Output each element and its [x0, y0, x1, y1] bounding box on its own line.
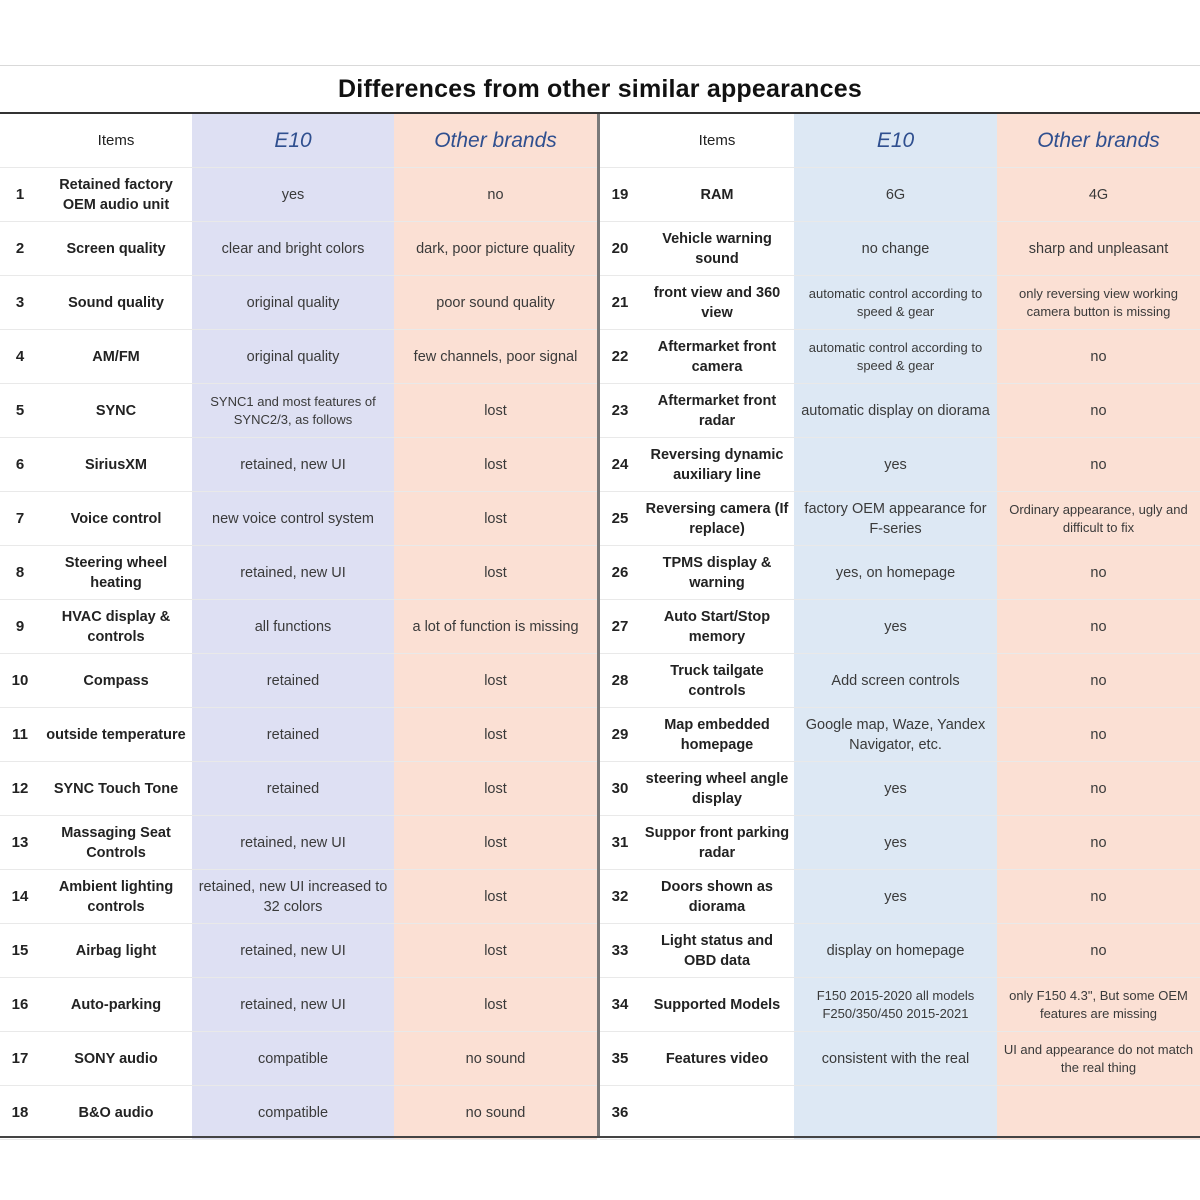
table-row	[0, 492, 597, 546]
row-item	[640, 1086, 794, 1139]
row-number: 30	[611, 779, 629, 797]
row-item: RAM	[700, 186, 734, 203]
row-item: Compass	[83, 672, 149, 689]
row-item: AM/FM	[92, 348, 140, 365]
row-number: 29	[611, 725, 629, 743]
row-e10-value: yes	[192, 168, 394, 221]
header-items: Items	[698, 131, 736, 149]
table-row	[600, 492, 1200, 546]
row-item: outside temperature	[46, 726, 186, 743]
table-row	[0, 600, 597, 654]
table-row	[0, 762, 597, 816]
row-e10-value: retained, new UI increased to 32 colors	[192, 870, 394, 923]
table-row	[600, 330, 1200, 384]
table-row	[600, 978, 1200, 1032]
row-e10-value: display on homepage	[794, 924, 997, 977]
row-e10-value: retained, new UI	[192, 924, 394, 977]
row-number: 10	[11, 671, 29, 689]
row-e10-value: yes	[794, 870, 997, 923]
header-items: Items	[97, 131, 135, 149]
row-e10-value: retained, new UI	[192, 546, 394, 599]
bottom-rule	[0, 1136, 1200, 1138]
row-number: 31	[611, 833, 629, 851]
row-item: Screen quality	[66, 240, 166, 257]
row-other-value: a lot of function is missing	[394, 600, 597, 653]
row-other-value: lost	[394, 438, 597, 491]
row-e10-value: original quality	[192, 330, 394, 383]
row-e10-value: retained, new UI	[192, 438, 394, 491]
row-other-value: no	[394, 168, 597, 221]
row-number: 19	[611, 185, 629, 203]
row-item: Light status and OBD data	[661, 932, 773, 969]
left-table-body	[0, 168, 597, 1140]
row-item: Truck tailgate controls	[670, 662, 764, 699]
row-other-value: no	[997, 762, 1200, 815]
table-row	[0, 978, 597, 1032]
row-other-value: only reversing view working camera button is missing	[997, 276, 1200, 329]
header-e10: E10	[192, 114, 394, 167]
row-item: Steering wheel heating	[64, 554, 168, 591]
table-row	[600, 168, 1200, 222]
row-item: Voice control	[70, 510, 162, 527]
table-header	[0, 114, 597, 168]
row-e10-value: retained	[192, 654, 394, 707]
row-item: SiriusXM	[84, 456, 148, 473]
row-e10-value: Add screen controls	[794, 654, 997, 707]
table-row	[0, 276, 597, 330]
table-row	[600, 654, 1200, 708]
row-e10-value: factory OEM appearance for F-series	[794, 492, 997, 545]
row-item: Aftermarket front radar	[657, 392, 777, 429]
table-row	[0, 654, 597, 708]
right-table	[600, 114, 1200, 1140]
row-number: 2	[15, 239, 25, 257]
table-row	[0, 330, 597, 384]
row-e10-value: SYNC1 and most features of SYNC2/3, as follows	[192, 384, 394, 437]
row-e10-value: retained, new UI	[192, 816, 394, 869]
row-number: 5	[15, 401, 25, 419]
row-other-value: lost	[394, 978, 597, 1031]
page-title: Differences from other similar appearances	[338, 75, 862, 103]
row-number: 11	[12, 725, 28, 743]
row-other-value: lost	[394, 384, 597, 437]
row-number: 15	[11, 941, 29, 959]
table-row	[600, 762, 1200, 816]
row-other-value: no	[997, 816, 1200, 869]
row-e10-value: yes	[794, 600, 997, 653]
row-number: 9	[15, 617, 25, 635]
row-item: Map embedded homepage	[664, 716, 770, 753]
row-e10-value: 6G	[794, 168, 997, 221]
row-number: 33	[611, 941, 629, 959]
row-e10-value: yes	[794, 816, 997, 869]
left-table	[0, 114, 597, 1140]
row-other-value: UI and appearance do not match the real thing	[997, 1032, 1200, 1085]
row-item: SYNC Touch Tone	[53, 780, 179, 797]
row-other-value: lost	[394, 654, 597, 707]
row-number: 8	[15, 563, 25, 581]
row-item: Auto-parking	[70, 996, 162, 1013]
row-other-value: no sound	[394, 1032, 597, 1085]
row-item: B&O audio	[78, 1104, 154, 1121]
row-e10-value: yes	[794, 438, 997, 491]
row-item: Reversing camera (If replace)	[645, 500, 789, 537]
row-item: TPMS display & warning	[662, 554, 772, 591]
row-item: steering wheel angle display	[645, 770, 789, 807]
row-item: Sound quality	[68, 294, 164, 311]
row-number: 21	[611, 293, 629, 311]
row-other-value: lost	[394, 546, 597, 599]
row-other-value: lost	[394, 870, 597, 923]
row-e10-value: automatic control according to speed & gear	[794, 330, 997, 383]
table-row	[0, 222, 597, 276]
row-e10-value: retained, new UI	[192, 978, 394, 1031]
row-e10-value: automatic control according to speed & gear	[794, 276, 997, 329]
row-e10-value: retained	[192, 762, 394, 815]
table-row	[600, 924, 1200, 978]
table-header	[600, 114, 1200, 168]
row-item: Features video	[665, 1050, 769, 1067]
header-num	[600, 114, 640, 167]
row-other-value: no	[997, 546, 1200, 599]
table-row	[600, 384, 1200, 438]
row-item: Suppor front parking radar	[644, 824, 790, 861]
table-row	[600, 546, 1200, 600]
row-e10-value: yes, on homepage	[794, 546, 997, 599]
row-number: 7	[15, 509, 25, 527]
row-number: 12	[11, 779, 29, 797]
row-number: 35	[611, 1049, 629, 1067]
row-other-value: 4G	[997, 168, 1200, 221]
row-number: 27	[611, 617, 629, 635]
header-other-brands: Other brands	[997, 114, 1200, 167]
table-row	[0, 384, 597, 438]
table-row	[0, 1032, 597, 1086]
row-e10-value: yes	[794, 762, 997, 815]
row-item: Auto Start/Stop memory	[663, 608, 771, 645]
table-row	[600, 276, 1200, 330]
table-row	[0, 870, 597, 924]
row-item: Airbag light	[75, 942, 157, 959]
row-other-value: no sound	[394, 1086, 597, 1139]
row-other-value: sharp and unpleasant	[997, 222, 1200, 275]
row-e10-value: new voice control system	[192, 492, 394, 545]
row-number: 14	[11, 887, 29, 905]
row-item: SYNC	[95, 402, 137, 419]
table-row	[0, 1086, 597, 1140]
row-item: Supported Models	[653, 996, 781, 1013]
row-number: 22	[611, 347, 629, 365]
table-row	[0, 168, 597, 222]
row-item: Retained factory OEM audio unit	[59, 176, 173, 213]
row-other-value: no	[997, 870, 1200, 923]
header-e10: E10	[794, 114, 997, 167]
row-item: Ambient lighting controls	[58, 878, 174, 915]
table-row	[0, 708, 597, 762]
row-other-value	[997, 1086, 1200, 1139]
row-other-value: Ordinary appearance, ugly and difficult to fix	[997, 492, 1200, 545]
table-row	[0, 546, 597, 600]
table-row	[0, 816, 597, 870]
row-item: Aftermarket front camera	[657, 338, 777, 375]
table-row	[0, 924, 597, 978]
row-e10-value: compatible	[192, 1086, 394, 1139]
row-other-value: no	[997, 924, 1200, 977]
row-number: 3	[15, 293, 25, 311]
row-number: 1	[15, 185, 25, 203]
row-number: 6	[15, 455, 25, 473]
row-other-value: only F150 4.3", But some OEM features are missing	[997, 978, 1200, 1031]
right-table-body	[600, 168, 1200, 1140]
row-number: 4	[15, 347, 25, 365]
row-e10-value: no change	[794, 222, 997, 275]
row-e10-value: retained	[192, 708, 394, 761]
row-e10-value: all functions	[192, 600, 394, 653]
header-other-brands: Other brands	[394, 114, 597, 167]
table-row	[600, 1086, 1200, 1140]
row-other-value: no	[997, 600, 1200, 653]
row-item: front view and 360 view	[653, 284, 781, 321]
row-number: 36	[611, 1103, 629, 1121]
row-e10-value: compatible	[192, 1032, 394, 1085]
row-e10-value	[794, 1086, 997, 1139]
row-item: Massaging Seat Controls	[61, 824, 171, 861]
row-other-value: no	[997, 330, 1200, 383]
row-number: 24	[611, 455, 629, 473]
row-other-value: lost	[394, 492, 597, 545]
table-row	[600, 1032, 1200, 1086]
row-e10-value: clear and bright colors	[192, 222, 394, 275]
row-number: 23	[611, 401, 629, 419]
row-number: 18	[11, 1103, 29, 1121]
row-e10-value: F150 2015-2020 all models F250/350/450 2015-2021	[794, 978, 997, 1031]
row-number: 25	[611, 509, 629, 527]
row-other-value: no	[997, 384, 1200, 437]
table-row	[600, 600, 1200, 654]
row-number: 28	[611, 671, 629, 689]
row-number: 16	[11, 995, 29, 1013]
row-number: 20	[611, 239, 629, 257]
table-row	[600, 222, 1200, 276]
row-other-value: lost	[394, 762, 597, 815]
table-row	[600, 816, 1200, 870]
row-e10-value: automatic display on diorama	[794, 384, 997, 437]
row-other-value: no	[997, 438, 1200, 491]
row-item: Vehicle warning sound	[662, 230, 772, 267]
row-other-value: few channels, poor signal	[394, 330, 597, 383]
row-item: SONY audio	[74, 1050, 158, 1067]
row-number: 32	[611, 887, 629, 905]
table-row	[600, 708, 1200, 762]
row-e10-value: consistent with the real	[794, 1032, 997, 1085]
row-other-value: lost	[394, 708, 597, 761]
table-row	[600, 870, 1200, 924]
row-item: Doors shown as diorama	[661, 878, 773, 915]
table-row	[600, 438, 1200, 492]
row-other-value: no	[997, 654, 1200, 707]
row-other-value: lost	[394, 924, 597, 977]
row-number: 13	[11, 833, 29, 851]
row-item: HVAC display & controls	[61, 608, 171, 645]
row-other-value: poor sound quality	[394, 276, 597, 329]
row-other-value: no	[997, 708, 1200, 761]
row-other-value: lost	[394, 816, 597, 869]
row-other-value: dark, poor picture quality	[394, 222, 597, 275]
row-number: 26	[611, 563, 629, 581]
row-e10-value: original quality	[192, 276, 394, 329]
row-e10-value: Google map, Waze, Yandex Navigator, etc.	[794, 708, 997, 761]
header-num	[0, 114, 40, 167]
table-row	[0, 438, 597, 492]
row-number: 17	[11, 1049, 29, 1067]
row-item: Reversing dynamic auxiliary line	[650, 446, 784, 483]
row-number: 34	[611, 995, 629, 1013]
